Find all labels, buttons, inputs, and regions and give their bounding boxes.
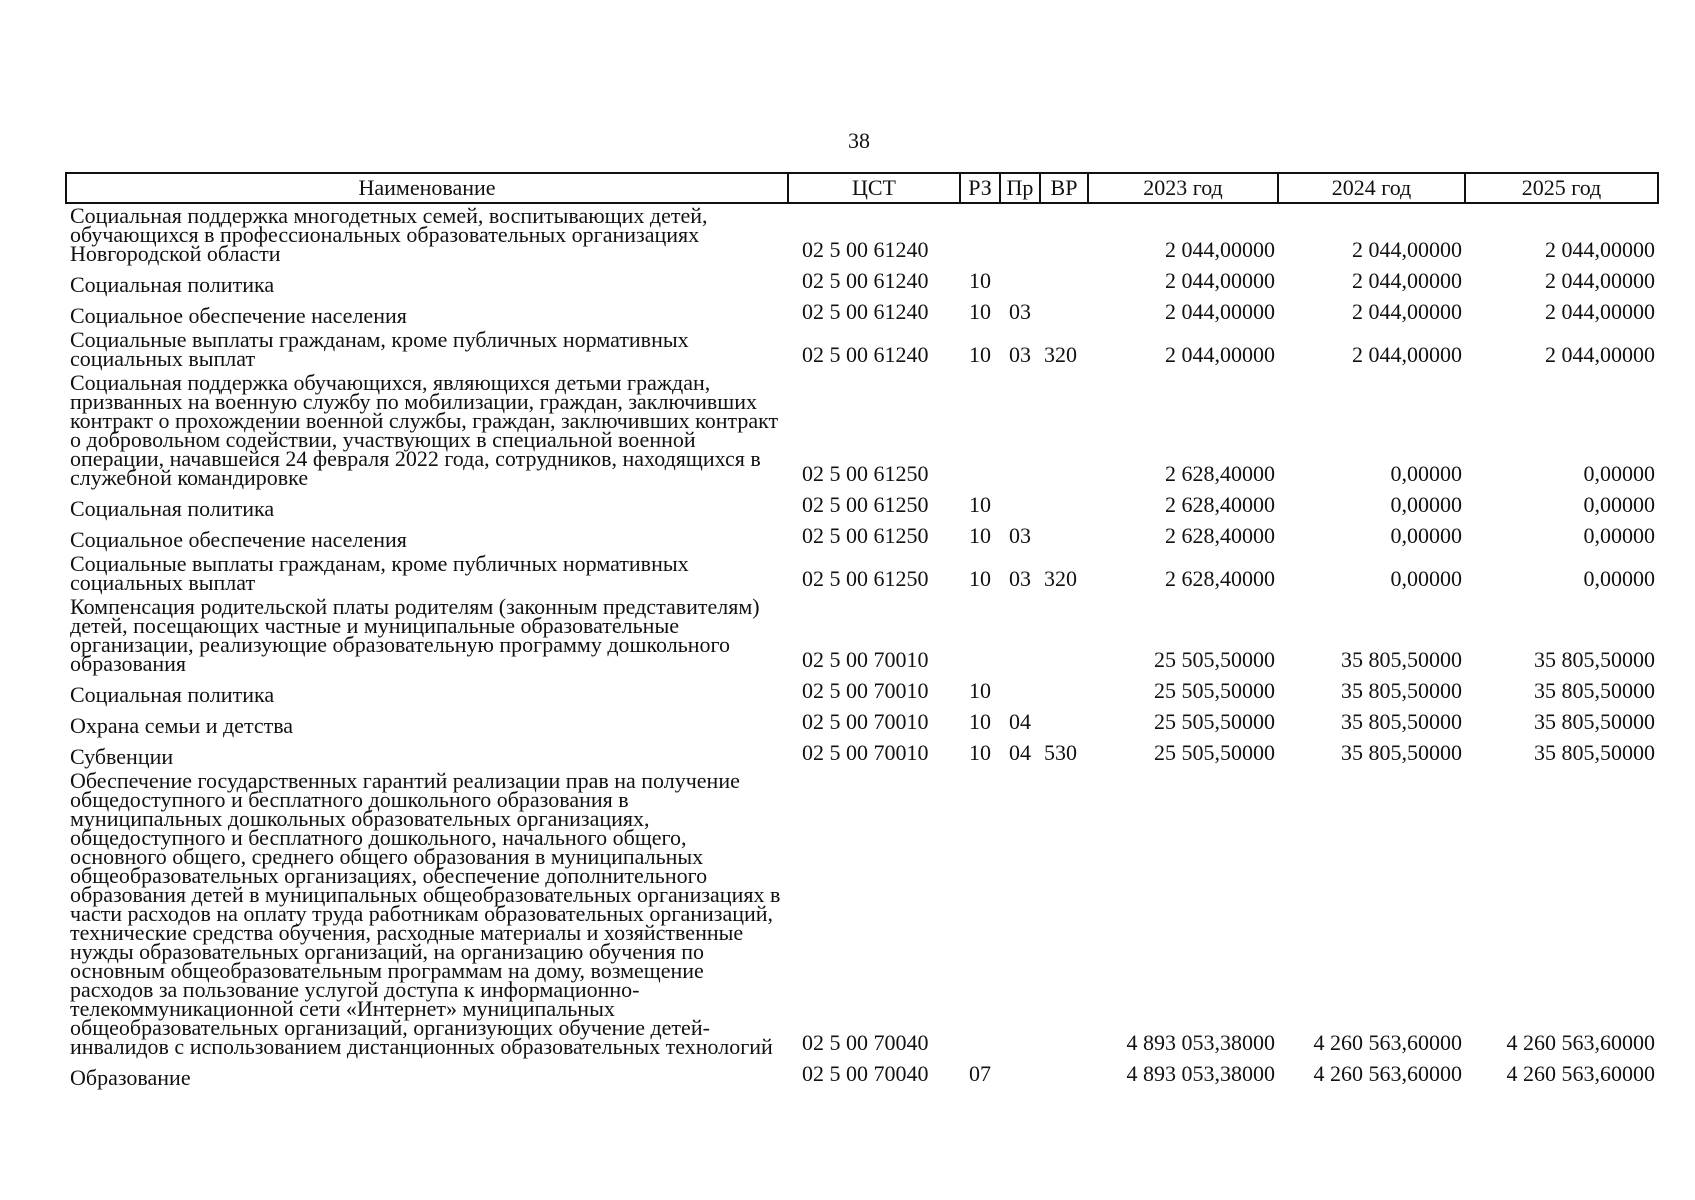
row-cst: 02 5 00 61250	[802, 461, 929, 486]
row-2024-value: 4 260 563,60000	[1313, 1061, 1462, 1086]
row-cst: 02 5 00 61250	[802, 492, 929, 517]
row-pr	[1000, 266, 1040, 297]
row-2025-value: 35 805,50000	[1534, 647, 1655, 672]
row-rz	[960, 595, 1000, 676]
row-pr	[1000, 203, 1040, 266]
row-vr	[1040, 521, 1088, 552]
row-pr	[1000, 1059, 1040, 1090]
row-2025-value: 0,00000	[1583, 461, 1655, 486]
row-vr	[1040, 371, 1088, 490]
table-row	[66, 1059, 1658, 1090]
header-cst: ЦСТ	[788, 173, 960, 203]
row-2025-value: 35 805,50000	[1534, 740, 1655, 765]
table-row	[66, 371, 1658, 490]
row-vr	[1040, 1059, 1088, 1090]
row-rz: 10	[969, 678, 991, 703]
row-name: Социальная политика	[70, 272, 275, 297]
table-row	[66, 328, 1658, 371]
row-2024-value: 4 260 563,60000	[1313, 1030, 1462, 1055]
row-rz: 10	[969, 523, 991, 548]
row-pr	[1000, 769, 1040, 1059]
row-2025-value: 35 805,50000	[1534, 678, 1655, 703]
row-2023-value: 2 044,00000	[1165, 237, 1275, 262]
row-2025-value: 0,00000	[1583, 492, 1655, 517]
row-rz: 10	[969, 492, 991, 517]
row-cst: 02 5 00 61250	[802, 523, 929, 548]
row-rz: 10	[969, 299, 991, 324]
row-cst: 02 5 00 61240	[802, 268, 929, 293]
row-cst: 02 5 00 70010	[802, 740, 929, 765]
row-2025-value: 4 260 563,60000	[1506, 1061, 1655, 1086]
header-2025: 2025 год	[1465, 173, 1658, 203]
header-name: Наименование	[66, 173, 788, 203]
row-name: Образование	[70, 1065, 191, 1090]
table-row	[66, 769, 1658, 1059]
row-2024-value: 0,00000	[1390, 461, 1462, 486]
row-2023-value: 25 505,50000	[1154, 678, 1275, 703]
row-name: Социальная политика	[70, 682, 275, 707]
row-2025-value: 2 044,00000	[1545, 237, 1655, 262]
row-cst: 02 5 00 70010	[802, 647, 929, 672]
row-2024-value: 2 044,00000	[1352, 237, 1462, 262]
row-name: Социальное обеспечение населения	[70, 527, 407, 552]
row-2024-value: 0,00000	[1390, 566, 1462, 591]
header-vr: ВР	[1040, 173, 1088, 203]
row-name: Компенсация родительской платы родителям (законным представителям) детей, посещающих частные и муниципальные образовательные организации, реализующие образовательную программу дошкольного образования	[70, 594, 760, 676]
row-name: Охрана семьи и детства	[70, 713, 294, 738]
row-vr	[1040, 490, 1088, 521]
row-2023-value: 2 628,40000	[1165, 566, 1275, 591]
row-2023-value: 2 628,40000	[1165, 492, 1275, 517]
row-2025-value: 35 805,50000	[1534, 709, 1655, 734]
row-name: Социальные выплаты гражданам, кроме публичных нормативных социальных выплат	[70, 327, 689, 371]
row-2024-value: 0,00000	[1390, 492, 1462, 517]
row-vr: 320	[1044, 342, 1077, 367]
row-2023-value: 25 505,50000	[1154, 647, 1275, 672]
row-cst: 02 5 00 61240	[802, 299, 929, 324]
row-2023-value: 2 628,40000	[1165, 523, 1275, 548]
row-2024-value: 35 805,50000	[1341, 678, 1462, 703]
row-pr	[1000, 676, 1040, 707]
row-pr: 03	[1009, 523, 1031, 548]
row-vr	[1040, 595, 1088, 676]
row-pr: 04	[1009, 740, 1031, 765]
page-number: 38	[848, 128, 870, 153]
row-vr	[1040, 203, 1088, 266]
row-rz: 10	[969, 566, 991, 591]
table-body	[66, 203, 1658, 1090]
table-row	[66, 266, 1658, 297]
table-row	[66, 297, 1658, 328]
row-name: Социальное обеспечение населения	[70, 303, 407, 328]
table-row	[66, 738, 1658, 769]
row-vr	[1040, 266, 1088, 297]
row-2024-value: 35 805,50000	[1341, 709, 1462, 734]
row-2025-value: 4 260 563,60000	[1506, 1030, 1655, 1055]
row-rz	[960, 769, 1000, 1059]
row-rz: 10	[969, 268, 991, 293]
row-rz	[960, 371, 1000, 490]
row-2023-value: 2 044,00000	[1165, 299, 1275, 324]
table-row	[66, 552, 1658, 595]
row-2025-value: 2 044,00000	[1545, 268, 1655, 293]
row-name: Социальные выплаты гражданам, кроме публичных нормативных социальных выплат	[70, 551, 689, 595]
row-2024-value: 35 805,50000	[1341, 647, 1462, 672]
row-name: Субвенции	[70, 744, 174, 769]
row-2024-value: 35 805,50000	[1341, 740, 1462, 765]
header-2023: 2023 год	[1088, 173, 1278, 203]
row-2024-value: 2 044,00000	[1352, 299, 1462, 324]
row-2023-value: 2 044,00000	[1165, 268, 1275, 293]
row-name: Социальная поддержка многодетных семей, воспитывающих детей, обучающихся в профессиональных образовательных организациях Новгородской области	[70, 203, 708, 266]
row-pr: 03	[1009, 299, 1031, 324]
row-cst: 02 5 00 61240	[802, 237, 929, 262]
header-2024: 2024 год	[1278, 173, 1465, 203]
row-name: Социальная поддержка обучающихся, являющихся детьми граждан, призванных на военную службу по мобилизации, граждан, заключивших контракт о прохождении военной службы, граждан, заключивших контракт о добровольном содействии, участвующих в специальной военной операции, начавшейся 24 февраля 2022 года, сотрудников, находящихся в служебной командировке	[70, 370, 779, 490]
header-row	[66, 173, 1658, 203]
row-name: Социальная политика	[70, 496, 275, 521]
row-vr: 530	[1044, 740, 1077, 765]
table-row	[66, 490, 1658, 521]
row-pr: 03	[1009, 342, 1031, 367]
row-name: Обеспечение государственных гарантий реализации прав на получение общедоступного и бесплатного дошкольного образования в муниципальных дошкольных образовательных организациях, общедоступного и бесплатного дошкольного, начального общего, основного общего, среднего общего образования в муниципальных общеобразовательных организациях, обеспечение дополнительного образования детей в муниципальных общеобразовательных организациях в части расходов на оплату труда работникам образовательных организаций, технические средства обучения, расходные материалы и хозяйственные нужды образовательных организаций, на организацию обучения по основным общеобразовательным программам на дому, возмещение расходов за пользование услугой доступа к информационно-телекоммуникационной сети «Интернет» муниципальных общеобразовательных организаций, организующих обучение детей-инвалидов с использованием дистанционных образовательных технологий	[70, 768, 781, 1059]
row-pr	[1000, 490, 1040, 521]
row-pr	[1000, 595, 1040, 676]
budget-table	[65, 172, 1659, 1090]
row-pr	[1000, 371, 1040, 490]
row-vr	[1040, 297, 1088, 328]
row-vr	[1040, 707, 1088, 738]
table-header	[66, 173, 1658, 203]
row-2023-value: 4 893 053,38000	[1126, 1030, 1275, 1055]
table-row	[66, 521, 1658, 552]
table-row	[66, 595, 1658, 676]
row-2025-value: 2 044,00000	[1545, 342, 1655, 367]
row-vr	[1040, 769, 1088, 1059]
row-rz: 10	[969, 740, 991, 765]
row-pr: 04	[1009, 709, 1031, 734]
row-cst: 02 5 00 61240	[802, 342, 929, 367]
row-2023-value: 25 505,50000	[1154, 709, 1275, 734]
table-row	[66, 676, 1658, 707]
row-pr: 03	[1009, 566, 1031, 591]
table-row	[66, 203, 1658, 266]
header-rz: РЗ	[960, 173, 1000, 203]
row-2024-value: 0,00000	[1390, 523, 1462, 548]
row-vr: 320	[1044, 566, 1077, 591]
row-2024-value: 2 044,00000	[1352, 268, 1462, 293]
row-rz	[960, 203, 1000, 266]
row-rz: 10	[969, 709, 991, 734]
row-2023-value: 2 628,40000	[1165, 461, 1275, 486]
row-cst: 02 5 00 70040	[802, 1030, 929, 1055]
header-pr: Пр	[1000, 173, 1040, 203]
row-2025-value: 0,00000	[1583, 523, 1655, 548]
row-cst: 02 5 00 70010	[802, 678, 929, 703]
row-vr	[1040, 676, 1088, 707]
row-2025-value: 0,00000	[1583, 566, 1655, 591]
row-cst: 02 5 00 61250	[802, 566, 929, 591]
row-cst: 02 5 00 70010	[802, 709, 929, 734]
row-2023-value: 25 505,50000	[1154, 740, 1275, 765]
row-rz: 10	[969, 342, 991, 367]
row-2025-value: 2 044,00000	[1545, 299, 1655, 324]
row-cst: 02 5 00 70040	[802, 1061, 929, 1086]
row-2024-value: 2 044,00000	[1352, 342, 1462, 367]
row-rz: 07	[969, 1061, 991, 1086]
row-2023-value: 2 044,00000	[1165, 342, 1275, 367]
table-row	[66, 707, 1658, 738]
row-2023-value: 4 893 053,38000	[1126, 1061, 1275, 1086]
